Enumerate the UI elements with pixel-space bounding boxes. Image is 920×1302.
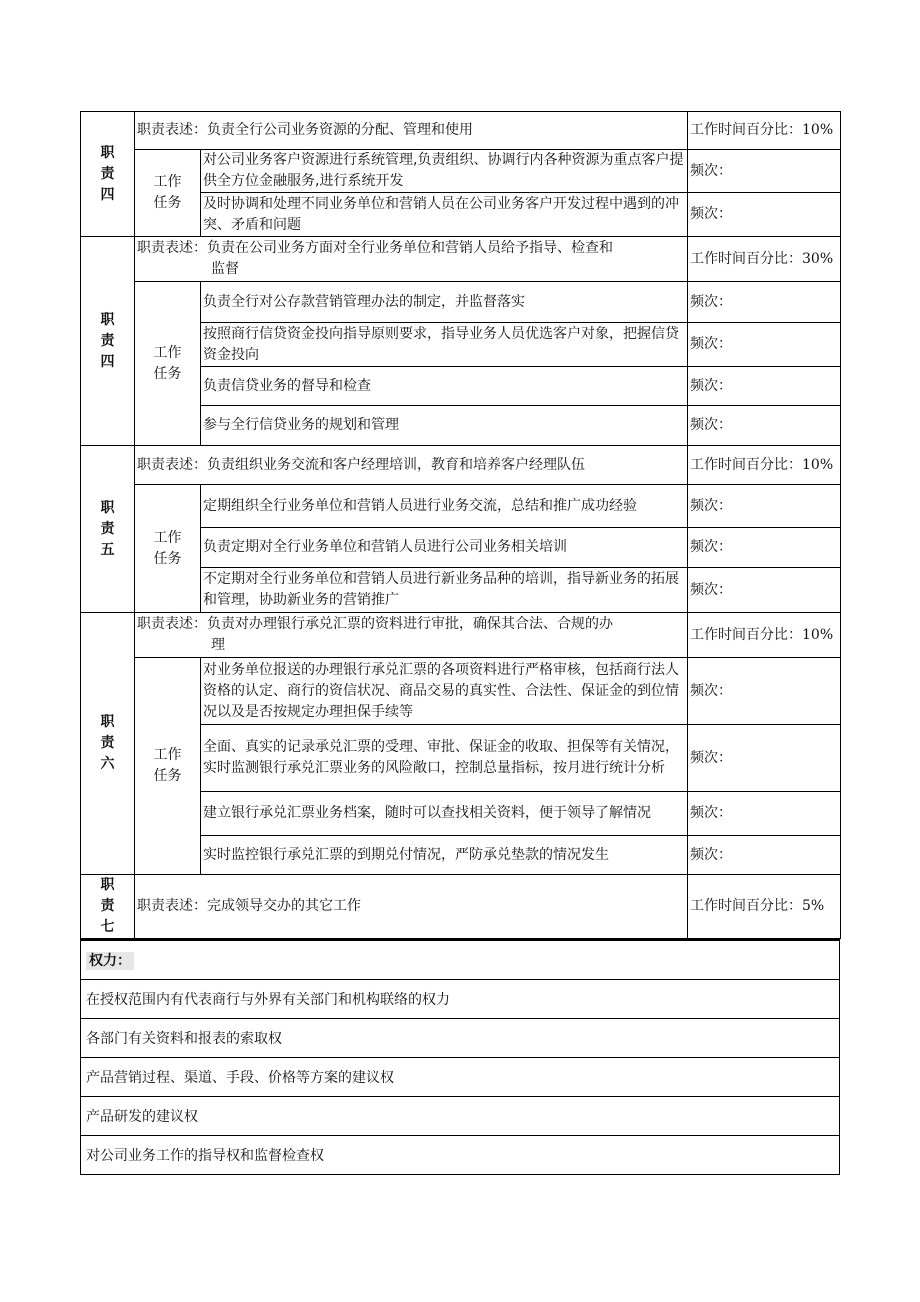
duty-2-percentage: 工作时间百分比：30% [688, 237, 841, 282]
duty-3-percentage: 工作时间百分比：10% [688, 446, 841, 485]
duty-4-task-label: 工作 任务 [135, 658, 201, 875]
power-row [81, 980, 840, 1019]
duty-4-task-4-frequency: 频次： [688, 836, 841, 875]
duty-3-task-2: 负责定期对全行业务单位和营销人员进行公司业务相关培训 [201, 528, 688, 568]
duty-5-statement-row [81, 875, 841, 939]
duty-2-label: 职 责 四 [81, 237, 135, 446]
power-item-2: 各部门有关资料和报表的索取权 [81, 1019, 840, 1058]
duty-4-task-2: 全面、真实的记录承兑汇票的受理、审批、保证金的收取、担保等有关情况，实时监测银行承兑汇票业务的风险敞口，控制总量指标，按月进行统计分析 [201, 725, 688, 792]
duties-table [80, 111, 841, 939]
duty-1-task-1-frequency: 频次： [688, 150, 841, 193]
power-row [81, 1058, 840, 1097]
duty-3-statement-row [81, 446, 841, 485]
duty-4-statement: 职责表述：负责对办理银行承兑汇票的资料进行审批，确保其合法、合规的办 理 [135, 613, 688, 658]
duty-1-task-2: 及时协调和处理不同业务单位和营销人员在公司业务客户开发过程中遇到的冲突、矛盾和问题 [201, 193, 688, 237]
duty-4-statement-row [81, 613, 841, 658]
duty-3-task-2-frequency: 频次： [688, 528, 841, 568]
duty-4-percentage: 工作时间百分比：10% [688, 613, 841, 658]
duty-2-task-1: 负责全行对公存款营销管理办法的制定，并监督落实 [201, 282, 688, 323]
duty-4-task-4: 实时监控银行承兑汇票的到期兑付情况，严防承兑垫款的情况发生 [201, 836, 688, 875]
duty-3-task-3: 不定期对全行业务单位和营销人员进行新业务品种的培训，指导新业务的拓展和管理，协助新业务的营销推广 [201, 568, 688, 613]
duty-2-task-3-frequency: 频次： [688, 367, 841, 406]
power-item-4: 产品研发的建议权 [81, 1097, 840, 1136]
duty-1-label: 职 责 四 [81, 112, 135, 237]
duty-2-task-4-frequency: 频次： [688, 406, 841, 446]
duty-1-statement-row [81, 112, 841, 150]
duty-1-task-row [81, 150, 841, 193]
duty-1-statement: 职责表述：负责全行公司业务资源的分配、管理和使用 [135, 112, 688, 150]
duty-4-task-3-frequency: 频次： [688, 792, 841, 836]
duty-1-task-label: 工作 任务 [135, 150, 201, 237]
power-row [81, 1097, 840, 1136]
duty-2-task-row [81, 282, 841, 323]
duty-2-task-4: 参与全行信贷业务的规划和管理 [201, 406, 688, 446]
duty-4-label: 职 责 六 [81, 613, 135, 875]
duty-2-task-2: 按照商行信贷资金投向指导原则要求，指导业务人员优选客户对象，把握信贷资金投向 [201, 323, 688, 367]
power-item-5: 对公司业务工作的指导权和监督检查权 [81, 1136, 840, 1175]
duty-4-task-3: 建立银行承兑汇票业务档案，随时可以查找相关资料，便于领导了解情况 [201, 792, 688, 836]
duty-2-task-1-frequency: 频次： [688, 282, 841, 323]
duty-2-statement-row [81, 237, 841, 282]
duty-4-task-1: 对业务单位报送的办理银行承兑汇票的各项资料进行严格审核，包括商行法人资格的认定、商行的资信状况、商品交易的真实性、合法性、保证金的到位情况以及是否按规定办理担保手续等 [201, 658, 688, 725]
duty-2-task-3: 负责信贷业务的督导和检查 [201, 367, 688, 406]
duty-1-task-2-frequency: 频次： [688, 193, 841, 237]
document-page [80, 111, 840, 1175]
duty-3-statement: 职责表述：负责组织业务交流和客户经理培训，教育和培养客户经理队伍 [135, 446, 688, 485]
duty-4-task-row [81, 658, 841, 725]
duty-1-percentage: 工作时间百分比：10% [688, 112, 841, 150]
duty-2-statement: 职责表述：负责在公司业务方面对全行业务单位和营销人员给予指导、检查和 监督 [135, 237, 688, 282]
duty-3-task-1-frequency: 频次： [688, 485, 841, 528]
duty-5-percentage: 工作时间百分比：5% [688, 875, 841, 939]
powers-table [80, 939, 840, 1175]
duty-4-task-1-frequency: 频次： [688, 658, 841, 725]
duty-5-statement: 职责表述：完成领导交办的其它工作 [135, 875, 688, 939]
power-row [81, 1019, 840, 1058]
duty-2-task-2-frequency: 频次： [688, 323, 841, 367]
duty-2-task-label: 工作 任务 [135, 282, 201, 446]
powers-heading: 权力： [86, 952, 134, 970]
power-item-3: 产品营销过程、渠道、手段、价格等方案的建议权 [81, 1058, 840, 1097]
power-item-1: 在授权范围内有代表商行与外界有关部门和机构联络的权力 [81, 980, 840, 1019]
duty-3-task-1: 定期组织全行业务单位和营销人员进行业务交流，总结和推广成功经验 [201, 485, 688, 528]
duty-1-task-1: 对公司业务客户资源进行系统管理,负责组织、协调行内各种资源为重点客户提供全方位金融服务,进行系统开发 [201, 150, 688, 193]
duty-5-label: 职 责 七 [81, 875, 135, 939]
powers-heading-row [81, 940, 840, 980]
power-row [81, 1136, 840, 1175]
duty-3-label: 职 责 五 [81, 446, 135, 613]
duty-3-task-row [81, 485, 841, 528]
duty-4-task-2-frequency: 频次： [688, 725, 841, 792]
duty-3-task-label: 工作 任务 [135, 485, 201, 613]
duty-3-task-3-frequency: 频次： [688, 568, 841, 613]
